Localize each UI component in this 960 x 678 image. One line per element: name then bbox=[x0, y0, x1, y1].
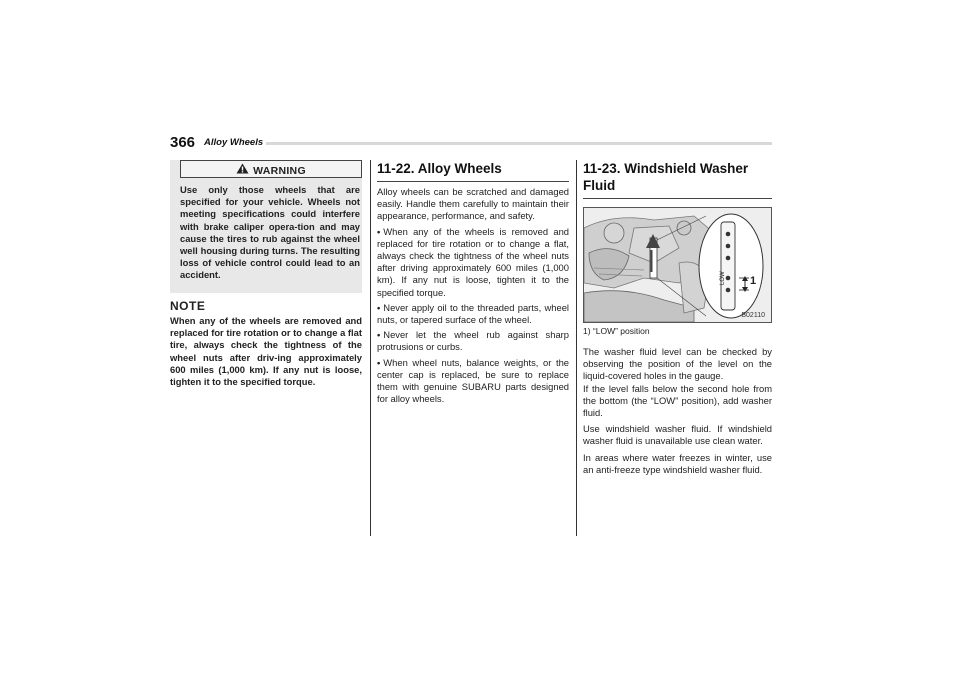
column-middle bbox=[377, 160, 569, 405]
note-text: When any of the wheels are removed and replaced for tire rotation or to change a flat tire, always check the tightness of the wheel nuts after driv-ing approximately 600 miles (1,000 km). If any nut is loose, tighten it to the specified torque. bbox=[170, 315, 362, 388]
bullet-item: • Never apply oil to the threaded parts, wheel nuts, or tapered surface of the wheel. bbox=[377, 301, 569, 326]
column-left bbox=[170, 160, 362, 388]
warning-text: Use only those wheels that are specified for your vehicle. Wheels not meeting specifications could interfere with brake caliper opera-tion and may cause the tires to rub against the wheel well housing during turns. The resulting loss of vehicle control could lead to an accident. bbox=[180, 184, 360, 281]
column-divider-2 bbox=[576, 160, 577, 536]
bullet-dot: • bbox=[377, 225, 381, 237]
washer-paragraph: If the level falls below the second hole from the bottom (the “LOW” position), add washer fluid. bbox=[583, 382, 772, 419]
figure-caption: 1) “LOW” position bbox=[583, 326, 650, 336]
note-title: NOTE bbox=[170, 299, 206, 313]
warning-triangle-icon bbox=[236, 161, 249, 179]
warning-header bbox=[180, 160, 362, 178]
bullet-dot: • bbox=[377, 329, 381, 341]
alloy-intro: Alloy wheels can be scratched and damaged easily. Handle them carefully to maintain their appearance, performance, and safety. bbox=[377, 186, 569, 222]
section-title-alloy-wheels: 11-22. Alloy Wheels bbox=[377, 160, 569, 182]
column-right bbox=[583, 160, 772, 476]
figure-code: B02110 bbox=[741, 312, 765, 319]
running-section-title: Alloy Wheels bbox=[204, 137, 264, 148]
warning-title: WARNING bbox=[253, 165, 306, 178]
bullet-dot: • bbox=[377, 301, 381, 313]
warning-box bbox=[170, 160, 362, 293]
engine-bay-illustration bbox=[584, 208, 771, 322]
figure-callout-1: 1 bbox=[750, 275, 757, 287]
bullet-dot: • bbox=[377, 356, 381, 368]
washer-paragraph: The washer fluid level can be checked by observing the position of the level on the liquid-covered holes in the gauge. bbox=[583, 346, 772, 382]
washer-gauge-figure bbox=[583, 207, 772, 323]
bullet-item: • When wheel nuts, balance weights, or the center cap is replaced, be sure to replace them with genuine SUBARU parts designed for alloy wheels. bbox=[377, 356, 569, 405]
washer-paragraph: Use windshield washer fluid. If windshield washer fluid is unavailable use clean water. bbox=[583, 423, 772, 447]
column-divider-1 bbox=[370, 160, 371, 536]
page-header bbox=[170, 134, 772, 150]
section-title-washer-fluid: 11-23. Windshield Washer Fluid bbox=[583, 160, 772, 199]
gauge-low-label: LOW bbox=[720, 271, 726, 285]
washer-paragraph: In areas where water freezes in winter, use an anti-freeze type windshield washer fluid. bbox=[583, 451, 772, 475]
bullet-item: • Never let the wheel rub against sharp protrusions or curbs. bbox=[377, 329, 569, 353]
header-rule bbox=[266, 142, 772, 145]
bullet-item: • When any of the wheels is removed and replaced for tire rotation or to change a flat, always check the tightness of the wheel nuts after driving approximately 600 miles (1,000 km). If any nut is loose, tighten it to the specified torque. bbox=[377, 225, 569, 298]
page-number: 366 bbox=[170, 134, 196, 151]
